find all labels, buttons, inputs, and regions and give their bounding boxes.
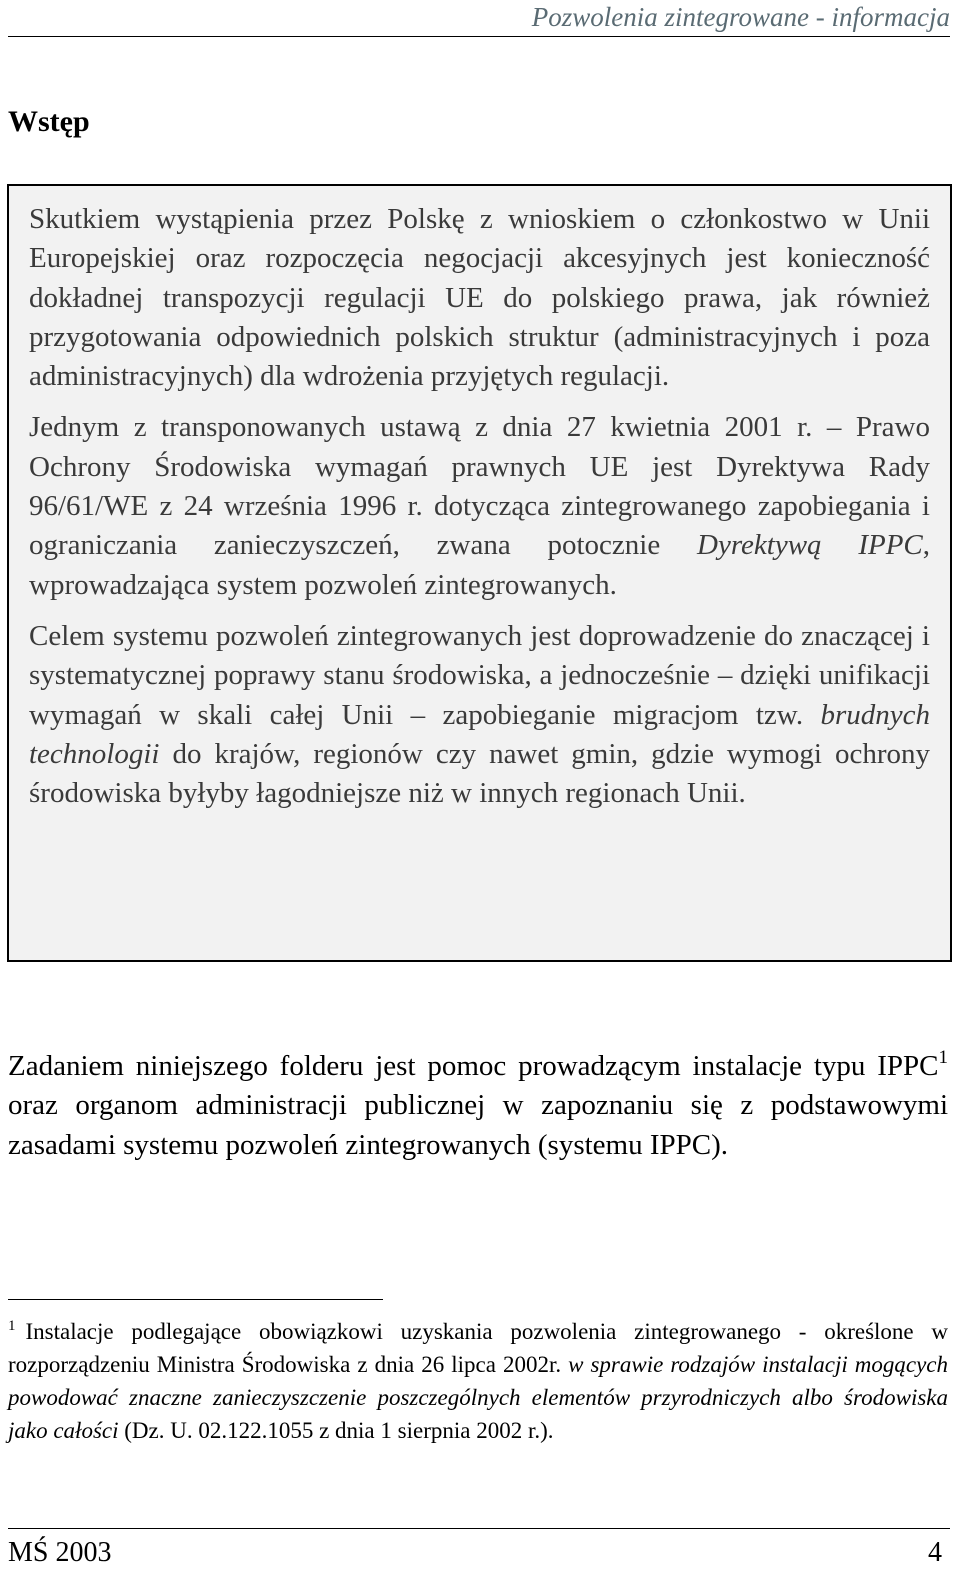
paragraph-3-italic: brudnych technologii (29, 698, 930, 770)
section-heading: Wstęp (8, 105, 90, 138)
page-footer (8, 1528, 950, 1574)
footnote-number: 1 (8, 1318, 16, 1334)
intro-paragraph-1: Skutkiem wystąpienia przez Polskę z wnioskiem o członkostwo w Unii Europejskiej oraz rozpoczęcia negocjacji akcesyjnych jest konieczność dokładnej transpozycji regulacji UE do polskiego prawa, jak również przygotowania odpowiednich polskich struktur (administracyjnych i poza administracyjnych) dla wdrożenia przyjętych regulacji. (29, 203, 930, 393)
paragraph-3-text-a: Celem systemu pozwoleń zintegrowanych jest doprowadzenie do znaczącej i systematycznej poprawy stanu środowiska, a jednocześnie – dzięki unifikacji wymagań w skali całej Unii – zapobieganie migracjom tzw. (29, 619, 930, 731)
page-header (8, 0, 950, 37)
footnote-italic: w sprawie rodzajów instalacji mogących powodować znaczne zanieczyszczenie poszczególnych elementów przyrodniczych albo środowiska jako całości (8, 1352, 948, 1443)
main-text-b: oraz organom administracji publicznej w zapoznaniu się z podstawowymi zasadami systemu pozwoleń zintegrowanych (systemu IPPC). (8, 1089, 948, 1161)
paragraph-2-text-a: Jednym z transponowanych ustawą z dnia 27 kwietnia 2001 r. – Prawo Ochrony Środowiska wymagań prawnych UE jest Dyrektywa Rady 96/61/WE z 24 września 1996 r. dotycząca zintegrowanego zapobiegania i ograniczania zanieczyszczeń, zwana potocznie (29, 411, 930, 562)
paragraph-3-text-b: do krajów, regionów czy nawet gmin, gdzie wymogi ochrony środowiska byłyby łagodniejsze niż w innych regionach Unii. (29, 737, 930, 810)
footnote (8, 1315, 948, 1447)
page-number: 4 (928, 1537, 942, 1568)
paragraph-2-italic: Dyrektywą IPPC (697, 529, 923, 562)
intro-paragraph-2 (29, 408, 930, 604)
footnote-text-a: Instalacje podlegające obowiązkowi uzyskania pozwolenia zintegrowanego - określone w rozporządzeniu Ministra Środowiska z dnia 26 lipca 2002r. (8, 1319, 948, 1377)
footnote-text-b: (Dz. U. 02.122.1055 z dnia 1 sierpnia 2002 r.). (118, 1418, 554, 1443)
main-paragraph (8, 1047, 948, 1165)
footnote-separator (8, 1299, 383, 1300)
intro-box (7, 184, 952, 962)
paragraph-2-text-b: , wprowadzająca system pozwoleń zintegrowanych. (29, 529, 931, 601)
intro-paragraph-3 (29, 617, 930, 813)
footer-label: MŚ 2003 (8, 1537, 112, 1568)
header-title: Pozwolenia zintegrowane - informacja (531, 2, 950, 32)
main-text-a: Zadaniem niniejszego folderu jest pomoc prowadzącym instalacje typu IPPC (8, 1050, 939, 1082)
footnote-reference: 1 (938, 1047, 948, 1068)
